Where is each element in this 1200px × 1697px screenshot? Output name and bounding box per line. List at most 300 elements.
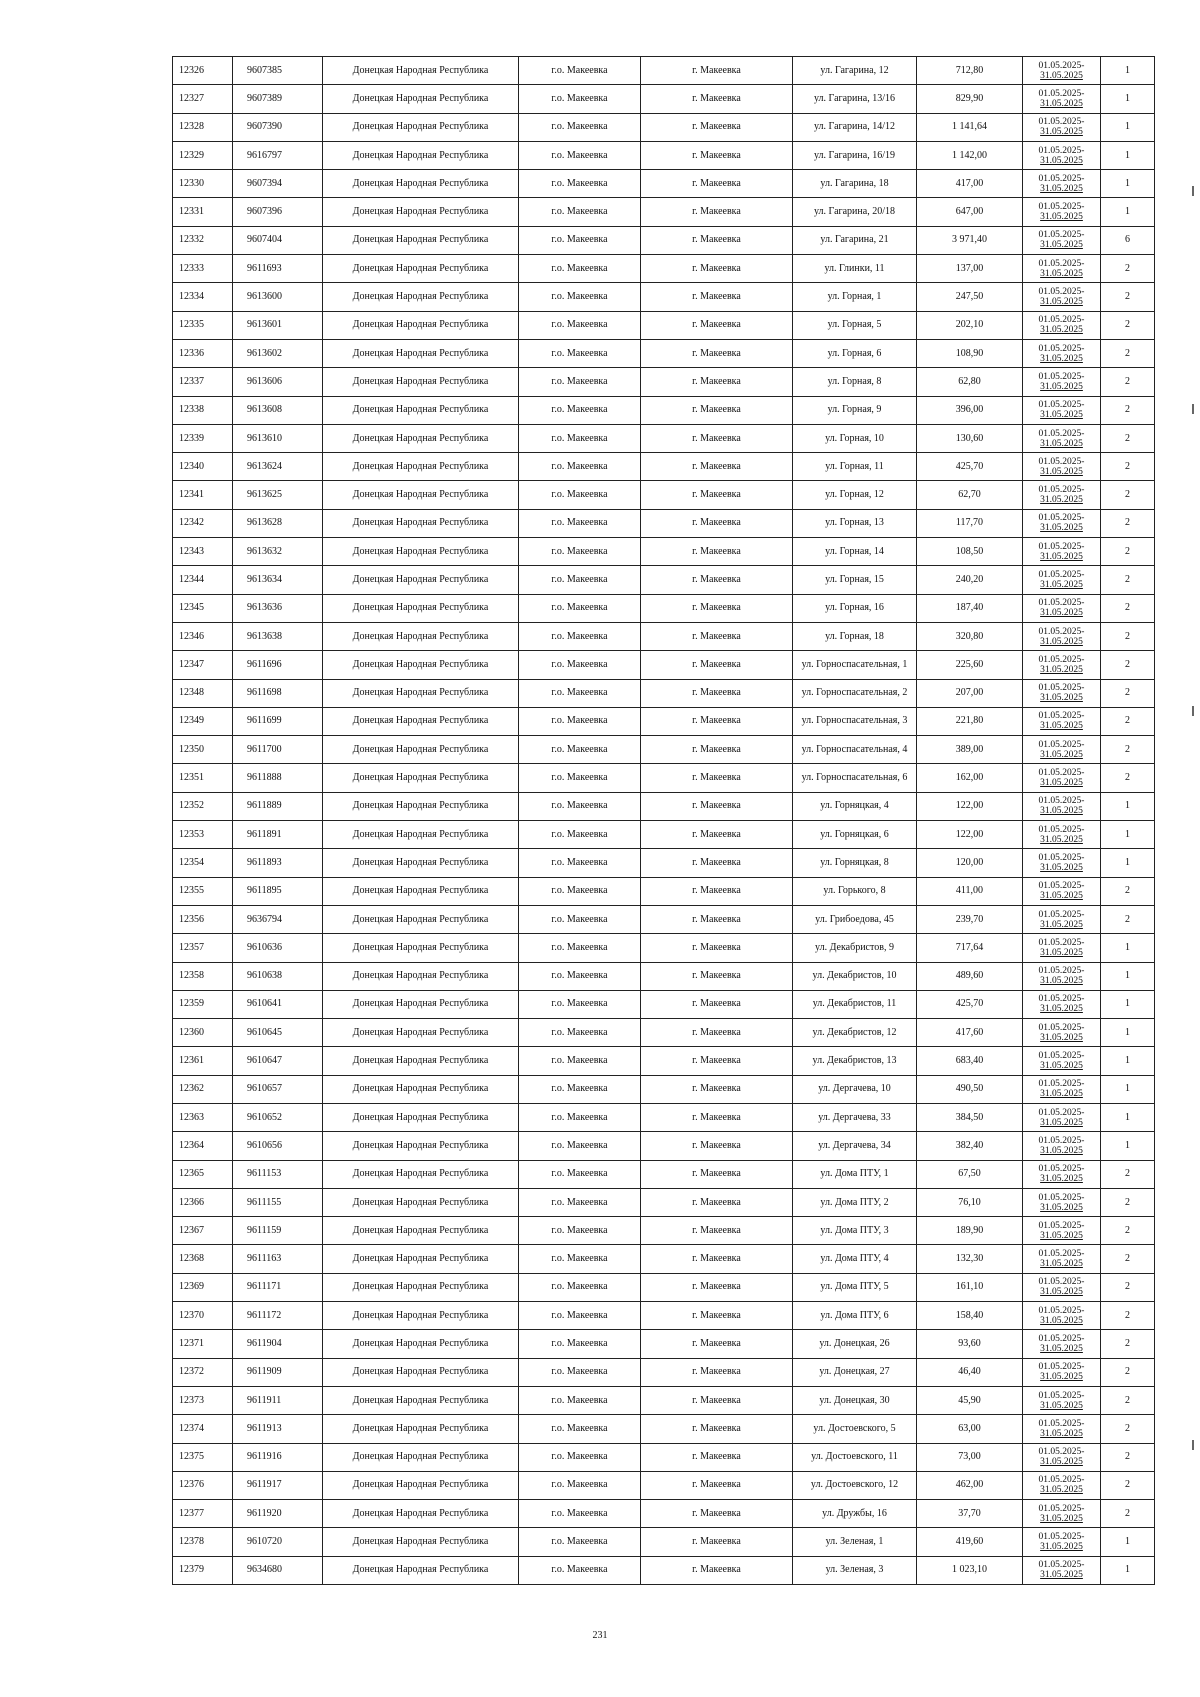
row-number: 12344	[173, 566, 233, 594]
street-address: ул. Горная, 15	[793, 566, 917, 594]
district-name: г.о. Макеевка	[519, 792, 641, 820]
period-start: 01.05.2025-	[1038, 315, 1085, 326]
object-code: 9611693	[233, 255, 323, 283]
city-name: г. Макеевка	[641, 198, 793, 226]
region-name: Донецкая Народная Республика	[323, 1273, 519, 1301]
period-range	[1023, 538, 1101, 566]
city-name: г. Макеевка	[641, 509, 793, 537]
row-number: 12343	[173, 538, 233, 566]
region-name: Донецкая Народная Республика	[323, 934, 519, 962]
period-start: 01.05.2025-	[1038, 1277, 1085, 1288]
table-row	[173, 1330, 1155, 1358]
region-name: Донецкая Народная Республика	[323, 226, 519, 254]
region-name: Донецкая Народная Республика	[323, 113, 519, 141]
period-start: 01.05.2025-	[1038, 1107, 1085, 1118]
city-name: г. Макеевка	[641, 57, 793, 85]
page-number: 231	[592, 1630, 608, 1641]
table-row	[173, 226, 1155, 254]
row-number: 12328	[173, 113, 233, 141]
row-number: 12367	[173, 1217, 233, 1245]
district-name: г.о. Макеевка	[519, 1415, 641, 1443]
period-end: 31.05.2025	[1040, 891, 1083, 902]
period-start: 01.05.2025-	[1038, 145, 1085, 156]
category-value: 1	[1101, 1047, 1155, 1075]
city-name: г. Макеевка	[641, 1217, 793, 1245]
region-name: Донецкая Народная Республика	[323, 1302, 519, 1330]
period-end: 31.05.2025	[1040, 1457, 1083, 1468]
object-code: 9610638	[233, 962, 323, 990]
district-name: г.о. Макеевка	[519, 1217, 641, 1245]
street-address: ул. Дергачева, 33	[793, 1103, 917, 1131]
region-name: Донецкая Народная Республика	[323, 990, 519, 1018]
district-name: г.о. Макеевка	[519, 283, 641, 311]
period-start: 01.05.2025-	[1038, 1532, 1085, 1543]
district-name: г.о. Макеевка	[519, 1358, 641, 1386]
category-value: 2	[1101, 1273, 1155, 1301]
street-address: ул. Декабристов, 12	[793, 1019, 917, 1047]
district-name: г.о. Макеевка	[519, 1075, 641, 1103]
object-code: 9613625	[233, 481, 323, 509]
period-start: 01.05.2025-	[1038, 1390, 1085, 1401]
city-name: г. Макеевка	[641, 1075, 793, 1103]
row-number: 12355	[173, 877, 233, 905]
street-address: ул. Горноспасательная, 3	[793, 707, 917, 735]
period-end: 31.05.2025	[1040, 608, 1083, 619]
period-range	[1023, 1471, 1101, 1499]
table-row	[173, 877, 1155, 905]
street-address: ул. Декабристов, 9	[793, 934, 917, 962]
category-value: 2	[1101, 368, 1155, 396]
area-value: 247,50	[917, 283, 1023, 311]
period-start: 01.05.2025-	[1038, 824, 1085, 835]
city-name: г. Макеевка	[641, 1443, 793, 1471]
table-row	[173, 1471, 1155, 1499]
region-name: Донецкая Народная Республика	[323, 141, 519, 169]
period-end: 31.05.2025	[1040, 1542, 1083, 1553]
period-end: 31.05.2025	[1040, 353, 1083, 364]
district-name: г.о. Макеевка	[519, 1245, 641, 1273]
period-end: 31.05.2025	[1040, 183, 1083, 194]
district-name: г.о. Макеевка	[519, 1047, 641, 1075]
street-address: ул. Достоевского, 12	[793, 1471, 917, 1499]
city-name: г. Макеевка	[641, 1302, 793, 1330]
scan-edge-mark	[1192, 706, 1194, 716]
area-value: 829,90	[917, 85, 1023, 113]
district-name: г.о. Макеевка	[519, 736, 641, 764]
area-value: 396,00	[917, 396, 1023, 424]
period-end: 31.05.2025	[1040, 466, 1083, 477]
period-end: 31.05.2025	[1040, 1004, 1083, 1015]
period-range	[1023, 1217, 1101, 1245]
table-row	[173, 1443, 1155, 1471]
city-name: г. Макеевка	[641, 1103, 793, 1131]
row-number: 12338	[173, 396, 233, 424]
district-name: г.о. Макеевка	[519, 198, 641, 226]
row-number: 12334	[173, 283, 233, 311]
street-address: ул. Горная, 8	[793, 368, 917, 396]
district-name: г.о. Макеевка	[519, 396, 641, 424]
row-number: 12371	[173, 1330, 233, 1358]
region-name: Донецкая Народная Республика	[323, 509, 519, 537]
period-start: 01.05.2025-	[1038, 513, 1085, 524]
period-end: 31.05.2025	[1040, 1570, 1083, 1581]
city-name: г. Макеевка	[641, 1528, 793, 1556]
row-number: 12339	[173, 424, 233, 452]
region-name: Донецкая Народная Республика	[323, 821, 519, 849]
street-address: ул. Горноспасательная, 1	[793, 651, 917, 679]
category-value: 2	[1101, 594, 1155, 622]
street-address: ул. Дома ПТУ, 5	[793, 1273, 917, 1301]
area-value: 117,70	[917, 509, 1023, 537]
period-start: 01.05.2025-	[1038, 1362, 1085, 1373]
period-end: 31.05.2025	[1040, 268, 1083, 279]
district-name: г.о. Макеевка	[519, 707, 641, 735]
street-address: ул. Горная, 6	[793, 339, 917, 367]
row-number: 12326	[173, 57, 233, 85]
category-value: 1	[1101, 990, 1155, 1018]
object-code: 9607396	[233, 198, 323, 226]
period-range	[1023, 1047, 1101, 1075]
object-code: 9613602	[233, 339, 323, 367]
object-code: 9613601	[233, 311, 323, 339]
period-range	[1023, 1160, 1101, 1188]
category-value: 1	[1101, 1103, 1155, 1131]
period-range	[1023, 1330, 1101, 1358]
row-number: 12368	[173, 1245, 233, 1273]
table-row	[173, 141, 1155, 169]
object-code: 9611159	[233, 1217, 323, 1245]
area-value: 132,30	[917, 1245, 1023, 1273]
area-value: 158,40	[917, 1302, 1023, 1330]
region-name: Донецкая Народная Республика	[323, 1471, 519, 1499]
street-address: ул. Горная, 12	[793, 481, 917, 509]
period-end: 31.05.2025	[1040, 1513, 1083, 1524]
category-value: 6	[1101, 226, 1155, 254]
city-name: г. Макеевка	[641, 1245, 793, 1273]
table-row	[173, 1245, 1155, 1273]
table-row	[173, 85, 1155, 113]
object-code: 9611153	[233, 1160, 323, 1188]
object-code: 9613600	[233, 283, 323, 311]
period-start: 01.05.2025-	[1038, 598, 1085, 609]
period-end: 31.05.2025	[1040, 1032, 1083, 1043]
object-code: 9611916	[233, 1443, 323, 1471]
period-range	[1023, 736, 1101, 764]
object-code: 9611891	[233, 821, 323, 849]
city-name: г. Макеевка	[641, 736, 793, 764]
period-range	[1023, 821, 1101, 849]
region-name: Донецкая Народная Республика	[323, 1019, 519, 1047]
district-name: г.о. Макеевка	[519, 594, 641, 622]
row-number: 12379	[173, 1556, 233, 1584]
region-name: Донецкая Народная Республика	[323, 1188, 519, 1216]
region-name: Донецкая Народная Республика	[323, 1217, 519, 1245]
street-address: ул. Горняцкая, 6	[793, 821, 917, 849]
city-name: г. Макеевка	[641, 877, 793, 905]
region-name: Донецкая Народная Республика	[323, 453, 519, 481]
district-name: г.о. Макеевка	[519, 651, 641, 679]
area-value: 647,00	[917, 198, 1023, 226]
object-code: 9634680	[233, 1556, 323, 1584]
area-value: 489,60	[917, 962, 1023, 990]
object-code: 9610657	[233, 1075, 323, 1103]
category-value: 2	[1101, 566, 1155, 594]
table-row	[173, 1132, 1155, 1160]
period-start: 01.05.2025-	[1038, 1418, 1085, 1429]
row-number: 12352	[173, 792, 233, 820]
period-range	[1023, 962, 1101, 990]
area-value: 417,00	[917, 170, 1023, 198]
table-row	[173, 934, 1155, 962]
street-address: ул. Горная, 1	[793, 283, 917, 311]
period-end: 31.05.2025	[1040, 212, 1083, 223]
period-range	[1023, 990, 1101, 1018]
city-name: г. Макеевка	[641, 566, 793, 594]
area-value: 490,50	[917, 1075, 1023, 1103]
object-code: 9636794	[233, 905, 323, 933]
row-number: 12340	[173, 453, 233, 481]
category-value: 2	[1101, 538, 1155, 566]
period-range	[1023, 1386, 1101, 1414]
city-name: г. Макеевка	[641, 594, 793, 622]
period-end: 31.05.2025	[1040, 438, 1083, 449]
object-code: 9611911	[233, 1386, 323, 1414]
city-name: г. Макеевка	[641, 679, 793, 707]
city-name: г. Макеевка	[641, 170, 793, 198]
category-value: 1	[1101, 113, 1155, 141]
period-end: 31.05.2025	[1040, 98, 1083, 109]
row-number: 12336	[173, 339, 233, 367]
object-code: 9610641	[233, 990, 323, 1018]
category-value: 2	[1101, 1500, 1155, 1528]
district-name: г.о. Макеевка	[519, 934, 641, 962]
category-value: 1	[1101, 962, 1155, 990]
street-address: ул. Декабристов, 10	[793, 962, 917, 990]
row-number: 12350	[173, 736, 233, 764]
row-number: 12327	[173, 85, 233, 113]
area-value: 225,60	[917, 651, 1023, 679]
object-code: 9611698	[233, 679, 323, 707]
category-value: 1	[1101, 1132, 1155, 1160]
district-name: г.о. Макеевка	[519, 1019, 641, 1047]
row-number: 12329	[173, 141, 233, 169]
region-name: Донецкая Народная Республика	[323, 1556, 519, 1584]
district-name: г.о. Макеевка	[519, 509, 641, 537]
table-row	[173, 1556, 1155, 1584]
object-code: 9613610	[233, 424, 323, 452]
period-range	[1023, 566, 1101, 594]
street-address: ул. Донецкая, 27	[793, 1358, 917, 1386]
period-range	[1023, 1019, 1101, 1047]
address-table-body	[173, 57, 1155, 1585]
row-number: 12353	[173, 821, 233, 849]
street-address: ул. Горноспасательная, 4	[793, 736, 917, 764]
district-name: г.о. Макеевка	[519, 85, 641, 113]
period-range	[1023, 792, 1101, 820]
district-name: г.о. Макеевка	[519, 905, 641, 933]
table-row	[173, 283, 1155, 311]
period-start: 01.05.2025-	[1038, 1249, 1085, 1260]
area-value: 62,80	[917, 368, 1023, 396]
row-number: 12330	[173, 170, 233, 198]
city-name: г. Макеевка	[641, 651, 793, 679]
street-address: ул. Глинки, 11	[793, 255, 917, 283]
period-end: 31.05.2025	[1040, 1400, 1083, 1411]
category-value: 2	[1101, 764, 1155, 792]
area-value: 3 971,40	[917, 226, 1023, 254]
table-row	[173, 792, 1155, 820]
table-row	[173, 538, 1155, 566]
period-end: 31.05.2025	[1040, 1089, 1083, 1100]
district-name: г.о. Макеевка	[519, 141, 641, 169]
period-start: 01.05.2025-	[1038, 711, 1085, 722]
object-code: 9616797	[233, 141, 323, 169]
table-row	[173, 453, 1155, 481]
table-row	[173, 990, 1155, 1018]
street-address: ул. Горная, 18	[793, 622, 917, 650]
region-name: Донецкая Народная Республика	[323, 622, 519, 650]
category-value: 1	[1101, 85, 1155, 113]
period-range	[1023, 905, 1101, 933]
object-code: 9613624	[233, 453, 323, 481]
city-name: г. Макеевка	[641, 962, 793, 990]
period-start: 01.05.2025-	[1038, 1305, 1085, 1316]
period-start: 01.05.2025-	[1038, 88, 1085, 99]
region-name: Донецкая Народная Республика	[323, 736, 519, 764]
district-name: г.о. Макеевка	[519, 1528, 641, 1556]
region-name: Донецкая Народная Республика	[323, 1160, 519, 1188]
street-address: ул. Грибоедова, 45	[793, 905, 917, 933]
table-row	[173, 339, 1155, 367]
district-name: г.о. Макеевка	[519, 622, 641, 650]
object-code: 9611700	[233, 736, 323, 764]
row-number: 12357	[173, 934, 233, 962]
category-value: 2	[1101, 339, 1155, 367]
street-address: ул. Дружбы, 16	[793, 1500, 917, 1528]
region-name: Донецкая Народная Республика	[323, 905, 519, 933]
row-number: 12374	[173, 1415, 233, 1443]
table-row	[173, 1302, 1155, 1330]
area-value: 425,70	[917, 453, 1023, 481]
region-name: Донецкая Народная Республика	[323, 1500, 519, 1528]
period-range	[1023, 1415, 1101, 1443]
street-address: ул. Дергачева, 34	[793, 1132, 917, 1160]
period-end: 31.05.2025	[1040, 1174, 1083, 1185]
city-name: г. Макеевка	[641, 368, 793, 396]
object-code: 9610636	[233, 934, 323, 962]
region-name: Донецкая Народная Республика	[323, 424, 519, 452]
region-name: Донецкая Народная Республика	[323, 651, 519, 679]
area-value: 202,10	[917, 311, 1023, 339]
district-name: г.о. Макеевка	[519, 1188, 641, 1216]
region-name: Донецкая Народная Республика	[323, 566, 519, 594]
period-start: 01.05.2025-	[1038, 343, 1085, 354]
period-start: 01.05.2025-	[1038, 1192, 1085, 1203]
period-start: 01.05.2025-	[1038, 881, 1085, 892]
table-row	[173, 651, 1155, 679]
city-name: г. Макеевка	[641, 339, 793, 367]
table-row	[173, 707, 1155, 735]
table-row	[173, 368, 1155, 396]
area-value: 1 023,10	[917, 1556, 1023, 1584]
period-range	[1023, 679, 1101, 707]
street-address: ул. Горная, 9	[793, 396, 917, 424]
period-end: 31.05.2025	[1040, 579, 1083, 590]
district-name: г.о. Макеевка	[519, 311, 641, 339]
table-row	[173, 1415, 1155, 1443]
object-code: 9611155	[233, 1188, 323, 1216]
district-name: г.о. Макеевка	[519, 1330, 641, 1358]
period-end: 31.05.2025	[1040, 551, 1083, 562]
district-name: г.о. Макеевка	[519, 424, 641, 452]
category-value: 2	[1101, 1245, 1155, 1273]
category-value: 2	[1101, 1217, 1155, 1245]
city-name: г. Макеевка	[641, 707, 793, 735]
object-code: 9610647	[233, 1047, 323, 1075]
area-value: 73,00	[917, 1443, 1023, 1471]
period-end: 31.05.2025	[1040, 1344, 1083, 1354]
region-name: Донецкая Народная Республика	[323, 594, 519, 622]
area-value: 221,80	[917, 707, 1023, 735]
row-number: 12337	[173, 368, 233, 396]
table-row	[173, 905, 1155, 933]
period-range	[1023, 877, 1101, 905]
region-name: Донецкая Народная Республика	[323, 57, 519, 85]
table-row	[173, 622, 1155, 650]
area-value: 320,80	[917, 622, 1023, 650]
period-start: 01.05.2025-	[1038, 966, 1085, 977]
area-value: 1 142,00	[917, 141, 1023, 169]
category-value: 2	[1101, 1386, 1155, 1414]
area-value: 417,60	[917, 1019, 1023, 1047]
period-start: 01.05.2025-	[1038, 541, 1085, 552]
category-value: 2	[1101, 1188, 1155, 1216]
category-value: 2	[1101, 424, 1155, 452]
row-number: 12366	[173, 1188, 233, 1216]
row-number: 12360	[173, 1019, 233, 1047]
area-value: 120,00	[917, 849, 1023, 877]
row-number: 12370	[173, 1302, 233, 1330]
city-name: г. Макеевка	[641, 1358, 793, 1386]
object-code: 9607385	[233, 57, 323, 85]
object-code: 9607404	[233, 226, 323, 254]
city-name: г. Макеевка	[641, 141, 793, 169]
area-value: 46,40	[917, 1358, 1023, 1386]
object-code: 9607394	[233, 170, 323, 198]
category-value: 2	[1101, 255, 1155, 283]
period-start: 01.05.2025-	[1038, 485, 1085, 496]
street-address: ул. Дома ПТУ, 1	[793, 1160, 917, 1188]
period-start: 01.05.2025-	[1038, 768, 1085, 779]
street-address: ул. Гагарина, 14/12	[793, 113, 917, 141]
region-name: Донецкая Народная Республика	[323, 255, 519, 283]
area-value: 137,00	[917, 255, 1023, 283]
row-number: 12359	[173, 990, 233, 1018]
table-row	[173, 113, 1155, 141]
period-end: 31.05.2025	[1040, 1315, 1083, 1326]
area-value: 384,50	[917, 1103, 1023, 1131]
region-name: Донецкая Народная Республика	[323, 1103, 519, 1131]
period-range	[1023, 396, 1101, 424]
street-address: ул. Гагарина, 21	[793, 226, 917, 254]
period-end: 31.05.2025	[1040, 636, 1083, 647]
district-name: г.о. Макеевка	[519, 368, 641, 396]
district-name: г.о. Макеевка	[519, 57, 641, 85]
category-value: 2	[1101, 453, 1155, 481]
district-name: г.о. Макеевка	[519, 538, 641, 566]
table-row	[173, 962, 1155, 990]
city-name: г. Макеевка	[641, 481, 793, 509]
